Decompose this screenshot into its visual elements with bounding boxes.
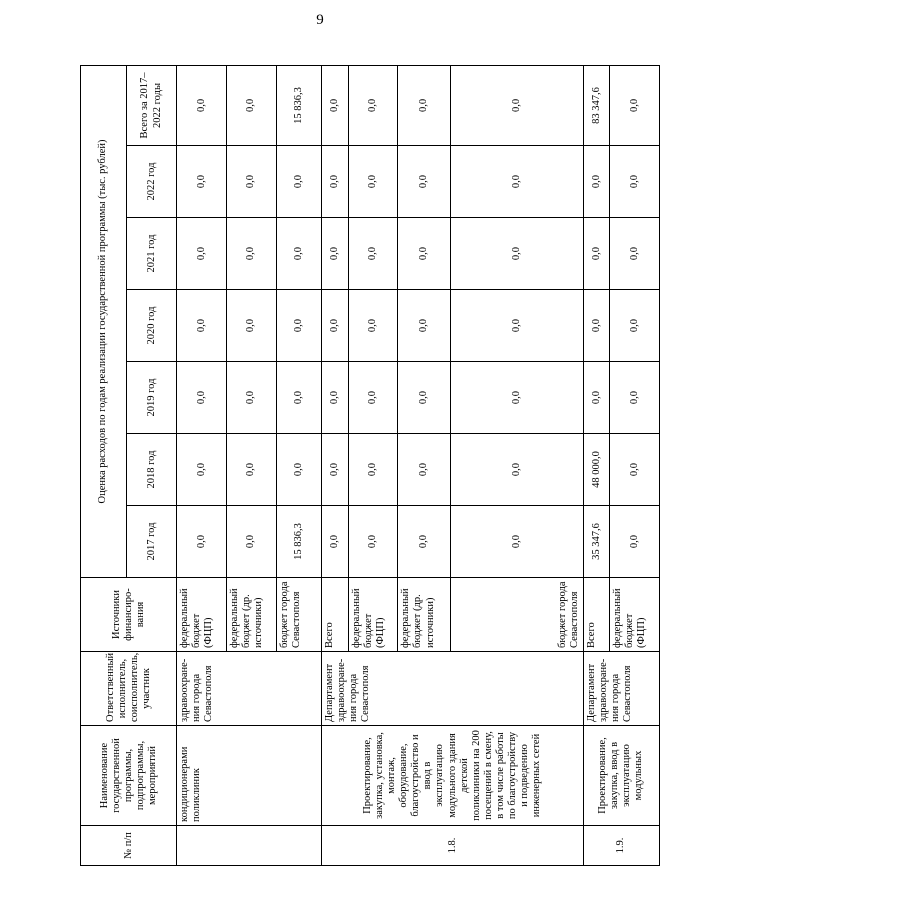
value-cell: 0,0 xyxy=(322,506,348,578)
year-header: 2020 год xyxy=(126,290,177,362)
value-cell: 0,0 xyxy=(398,290,451,362)
value-cell: 0,0 xyxy=(610,434,660,506)
value-cell: 0,0 xyxy=(610,290,660,362)
col-num-header: № п/п xyxy=(81,826,177,866)
source-cell: федеральный бюджет (др. источники) xyxy=(226,578,276,652)
row-name-cell: Проектирование, закупка, установка, монтаж, оборудование, благоустройство и ввод в эксплуатацию модульного здания детской поликлиники на 200 посещений в смену, в том числе работы по благоустройству и подведению инженерных сетей xyxy=(322,726,584,826)
value-cell: 0,0 xyxy=(451,146,583,218)
value-cell: 0,0 xyxy=(226,218,276,290)
value-cell: 0,0 xyxy=(348,506,398,578)
value-cell: 0,0 xyxy=(398,218,451,290)
source-cell: федеральный бюджет (др. источники) xyxy=(398,578,451,652)
value-cell: 0,0 xyxy=(398,362,451,434)
year-header: 2018 год xyxy=(126,434,177,506)
value-cell: 0,0 xyxy=(451,434,583,506)
value-cell: 0,0 xyxy=(583,146,609,218)
value-cell: 0,0 xyxy=(226,506,276,578)
value-cell: 0,0 xyxy=(348,65,398,145)
year-header: 2019 год xyxy=(126,362,177,434)
value-cell: 0,0 xyxy=(610,218,660,290)
row-num-cell xyxy=(177,826,322,866)
value-cell: 0,0 xyxy=(226,434,276,506)
row-name-cell: кондиционерами поликлиник xyxy=(177,726,322,826)
value-cell: 0,0 xyxy=(348,146,398,218)
value-cell: 0,0 xyxy=(226,362,276,434)
value-cell: 35 347,6 xyxy=(583,506,609,578)
row-num-cell: 1.8. xyxy=(322,826,584,866)
row-num-cell: 1.9. xyxy=(583,826,659,866)
value-cell: 0,0 xyxy=(177,65,227,145)
value-cell: 0,0 xyxy=(583,362,609,434)
page-number: 9 xyxy=(316,12,324,28)
value-cell: 0,0 xyxy=(322,65,348,145)
value-cell: 0,0 xyxy=(177,362,227,434)
value-cell: 0,0 xyxy=(276,146,322,218)
estimate-header: Оценка расходов по годам реализации государственной программы (тыс. рублей) xyxy=(81,65,127,577)
value-cell: 0,0 xyxy=(322,218,348,290)
value-cell: 0,0 xyxy=(583,290,609,362)
value-cell: 15 836,3 xyxy=(276,506,322,578)
value-cell: 0,0 xyxy=(226,65,276,145)
total-header: Всего за 2017–2022 годы xyxy=(126,65,177,145)
value-cell: 0,0 xyxy=(322,434,348,506)
year-header: 2017 год xyxy=(126,506,177,578)
value-cell: 0,0 xyxy=(398,506,451,578)
row-executor-cell: Департамент здравоохране-ния города Севастополя xyxy=(583,652,659,726)
value-cell: 48 000,0 xyxy=(583,434,609,506)
source-cell: федеральный бюджет (ФЦП) xyxy=(610,578,660,652)
value-cell: 83 347,6 xyxy=(583,65,609,145)
value-cell: 0,0 xyxy=(398,434,451,506)
year-header: 2021 год xyxy=(126,218,177,290)
value-cell: 0,0 xyxy=(276,218,322,290)
value-cell: 0,0 xyxy=(398,65,451,145)
source-cell: федеральный бюджет (ФЦП) xyxy=(177,578,227,652)
value-cell: 0,0 xyxy=(451,506,583,578)
rotated-table-container xyxy=(80,72,910,866)
value-cell: 0,0 xyxy=(583,218,609,290)
year-header: 2022 год xyxy=(126,146,177,218)
value-cell: 0,0 xyxy=(610,65,660,145)
value-cell: 0,0 xyxy=(348,362,398,434)
value-cell: 0,0 xyxy=(348,434,398,506)
col-source-header: Источники финансиро-вания xyxy=(81,578,177,652)
value-cell: 0,0 xyxy=(177,506,227,578)
row-name-cell: Проектирование, закупка, ввод в эксплуатацию модульных xyxy=(583,726,659,826)
source-cell: Всего xyxy=(322,578,348,652)
value-cell: 0,0 xyxy=(226,146,276,218)
value-cell: 0,0 xyxy=(451,362,583,434)
value-cell: 0,0 xyxy=(322,362,348,434)
value-cell: 0,0 xyxy=(348,218,398,290)
value-cell: 0,0 xyxy=(276,362,322,434)
value-cell: 0,0 xyxy=(610,146,660,218)
source-cell: бюджет города Севастополя xyxy=(276,578,322,652)
value-cell: 0,0 xyxy=(276,434,322,506)
value-cell: 0,0 xyxy=(451,218,583,290)
value-cell: 0,0 xyxy=(610,506,660,578)
value-cell: 0,0 xyxy=(348,290,398,362)
value-cell: 0,0 xyxy=(322,290,348,362)
value-cell: 0,0 xyxy=(451,290,583,362)
source-cell: Всего xyxy=(583,578,609,652)
row-executor-cell: здравоохране-ния города Севастополя xyxy=(177,652,322,726)
value-cell: 0,0 xyxy=(226,290,276,362)
value-cell: 0,0 xyxy=(177,146,227,218)
value-cell: 0,0 xyxy=(610,362,660,434)
col-executor-header: Ответственный исполнитель, соисполнитель, участник xyxy=(81,652,177,726)
value-cell: 0,0 xyxy=(276,290,322,362)
col-name-header: Наименование государственной программы, подпрограммы, мероприятий xyxy=(81,726,177,826)
value-cell: 0,0 xyxy=(177,434,227,506)
value-cell: 0,0 xyxy=(177,290,227,362)
expenses-table xyxy=(80,65,660,866)
value-cell: 0,0 xyxy=(451,65,583,145)
value-cell: 0,0 xyxy=(322,146,348,218)
value-cell: 15 836,3 xyxy=(276,65,322,145)
source-cell: бюджет города Севастополя xyxy=(451,578,583,652)
value-cell: 0,0 xyxy=(398,146,451,218)
value-cell: 0,0 xyxy=(177,218,227,290)
row-executor-cell: Департамент здравоохране-ния города Севастополя xyxy=(322,652,584,726)
source-cell: федеральный бюджет (ФЦП) xyxy=(348,578,398,652)
